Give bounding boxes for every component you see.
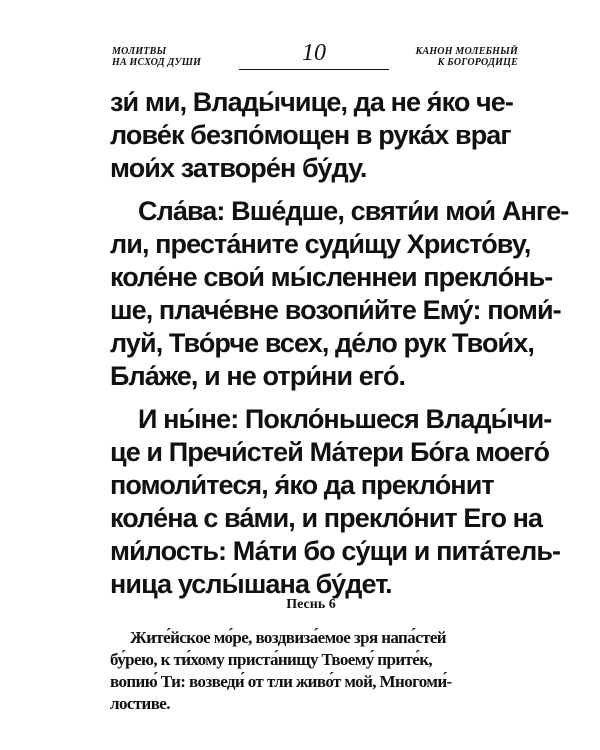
text-line: це и Пречи́стей Ма́тери Бо́га моего́ xyxy=(110,437,550,467)
text-line: ми́лость: Ма́ти бо су́щи и пита́тель- xyxy=(110,536,561,566)
song-heading: Песнь 6 xyxy=(286,597,336,612)
text-line: И ны́не: Покло́ньшеся Влады́чи- xyxy=(138,404,552,434)
running-header xyxy=(112,40,518,76)
text-line: лостиве. xyxy=(110,694,170,713)
header-right-title xyxy=(415,46,518,68)
header-right-line: КАНОН МОЛЕБНЫЙ xyxy=(415,46,518,57)
header-rule xyxy=(239,69,389,70)
irmos-text xyxy=(110,627,514,715)
paragraph xyxy=(110,195,569,393)
text-line: мои́х затворе́н бу́ду. xyxy=(110,153,367,183)
text-line: коле́не свои́ мы́сленнеи преклóнь- xyxy=(110,262,553,292)
text-line: вопию́ Ти: возведи́ от тли живо́т мой, Многоми́- xyxy=(110,672,452,691)
paragraph xyxy=(110,403,561,601)
paragraph xyxy=(110,86,512,185)
text-line: Жите́йское мо́ре, воздвиза́емое зря напа́стей xyxy=(130,628,446,647)
header-left-line: МОЛИТВЫ xyxy=(112,46,167,57)
text-line: помоли́теся, я́ко да прекло́нит xyxy=(110,470,494,500)
prayer-body xyxy=(110,86,569,611)
page-number: 10 xyxy=(302,40,326,66)
text-line: коле́на с ва́ми, и прекло́нит Его на xyxy=(110,503,543,533)
text-line: ница услы́шана бу́дет. xyxy=(110,569,392,599)
text-line: Сла́ва: Вше́дше, святи́и мои́ Анге- xyxy=(138,196,569,226)
text-line: лове́к безпо́мощен в рука́х враг xyxy=(110,120,511,150)
header-right-line: К БОГОРОДИЦЕ xyxy=(437,57,518,68)
text-line: зи́ ми, Влады́чице, да не я́ко че- xyxy=(110,87,514,117)
header-left-title xyxy=(112,46,201,68)
text-line: ше, плаче́вне возопи́йте Ему́: поми́- xyxy=(110,295,561,325)
text-line: ли, преста́ните суди́щу Христо́ву, xyxy=(110,229,531,259)
text-line: Бла́же, и не отри́ни его́. xyxy=(110,361,406,391)
text-line: луй, Тво́рче всех, де́ло рук Твои́х, xyxy=(110,328,534,358)
header-left-line: НА ИСХОД ДУШИ xyxy=(112,57,202,68)
text-line: бу́рею, к ти́хому приста́нищу Твоему́ прите́к, xyxy=(110,650,433,669)
